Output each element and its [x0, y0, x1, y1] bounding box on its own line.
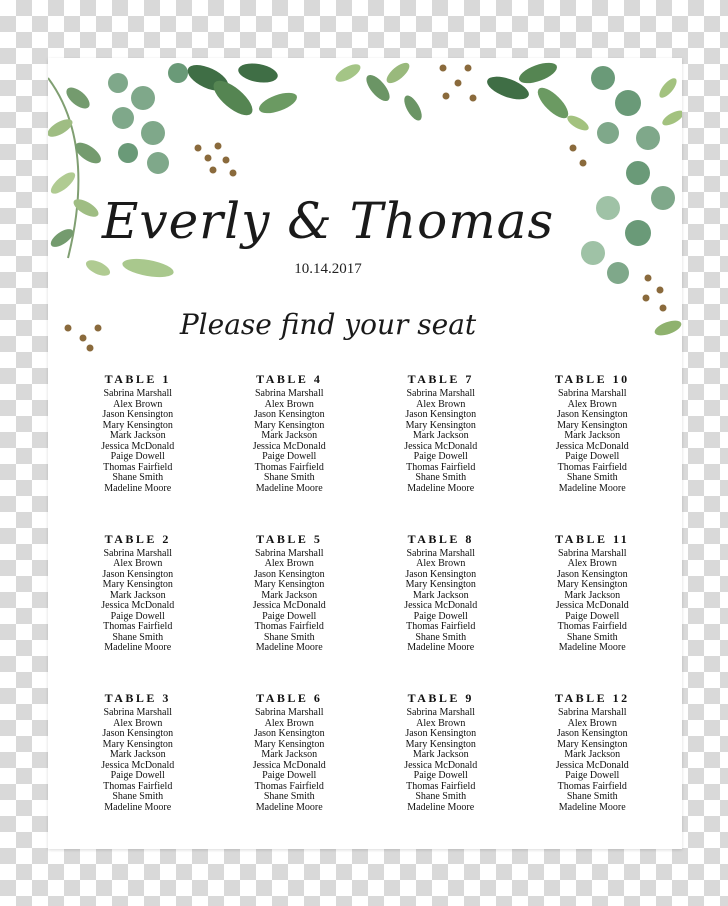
guest-name: Sabrina Marshall	[557, 388, 627, 399]
guest-name: Madeline Moore	[558, 482, 626, 494]
guest-name: Sabrina Marshall	[406, 388, 476, 399]
guest-name: Alex Brown	[113, 558, 163, 569]
table-block	[214, 691, 366, 849]
guest-name: Sabrina Marshall	[254, 547, 324, 559]
guest-name: Sabrina Marshall	[254, 388, 324, 399]
table-label: TABLE 5	[256, 531, 323, 546]
guest-name: Madeline Moore	[407, 482, 475, 494]
guest-name: Alex Brown	[113, 717, 163, 729]
guest-name: Thomas Fairfield	[557, 461, 627, 473]
guest-name: Mary Kensington	[102, 579, 173, 590]
guest-name: Mary Kensington	[557, 419, 628, 431]
guest-name: Paige Dowell	[110, 610, 165, 622]
guest-name: Madeline Moore	[558, 642, 626, 653]
guest-name: Shane Smith	[415, 791, 467, 802]
guest-name: Thomas Fairfield	[254, 780, 324, 792]
table-block	[214, 372, 366, 532]
guest-name: Paige Dowell	[413, 610, 468, 622]
guest-name: Sabrina Marshall	[103, 547, 173, 559]
guest-name: Mary Kensington	[102, 419, 173, 431]
guest-name: Alex Brown	[264, 558, 314, 569]
guest-name: Jason Kensington	[556, 568, 628, 580]
table-block	[62, 691, 214, 849]
guest-name: Mary Kensington	[557, 738, 628, 750]
guest-name: Thomas Fairfield	[254, 621, 324, 632]
guest-name: Mark Jackson	[564, 430, 621, 441]
table-block	[365, 372, 517, 532]
guest-name: Thomas Fairfield	[103, 461, 173, 473]
guest-name: Shane Smith	[415, 472, 467, 483]
guest-name: Mark Jackson	[412, 430, 469, 441]
guest-name: Madeline Moore	[407, 801, 475, 813]
table-label: TABLE 6	[256, 691, 323, 705]
table-label: TABLE 4	[256, 372, 323, 386]
guest-name: Madeline Moore	[558, 801, 626, 813]
guest-name: Jessica McDonald	[555, 440, 629, 452]
guest-name: Jessica McDonald	[101, 440, 175, 452]
guest-name: Madeline Moore	[255, 642, 323, 653]
couple-names-title: Everly & Thomas	[101, 192, 555, 250]
guest-name: Sabrina Marshall	[406, 707, 476, 718]
guest-name: Alex Brown	[567, 558, 617, 569]
guest-name: Shane Smith	[263, 472, 315, 483]
table-label: TABLE 3	[104, 691, 171, 705]
guest-name: Jessica McDonald	[555, 759, 629, 771]
guest-name: Alex Brown	[416, 398, 466, 410]
guest-name: Shane Smith	[112, 791, 164, 802]
table-block	[214, 532, 366, 692]
guest-name: Jessica McDonald	[404, 440, 478, 452]
guest-name: Shane Smith	[566, 791, 618, 802]
guest-name: Jason Kensington	[102, 728, 174, 739]
table-label: TABLE 10	[554, 372, 630, 386]
table-label: TABLE 7	[407, 372, 474, 386]
guest-name: Alex Brown	[264, 398, 314, 410]
guest-name: Mark Jackson	[261, 430, 318, 441]
guest-name: Thomas Fairfield	[254, 461, 324, 473]
table-label: TABLE 2	[104, 531, 171, 546]
guest-name: Thomas Fairfield	[103, 780, 173, 792]
guest-name: Paige Dowell	[413, 770, 468, 781]
guest-name: Thomas Fairfield	[406, 461, 476, 473]
table-label: TABLE 12	[554, 691, 630, 705]
guest-name: Jessica McDonald	[252, 759, 326, 771]
guest-name: Alex Brown	[113, 398, 163, 410]
seating-grid	[62, 372, 668, 849]
guest-name: Jessica McDonald	[404, 759, 478, 771]
guest-name: Thomas Fairfield	[103, 621, 173, 632]
guest-name: Paige Dowell	[110, 770, 165, 781]
guest-name: Paige Dowell	[262, 770, 317, 781]
guest-name: Jessica McDonald	[101, 600, 175, 611]
guest-name: Madeline Moore	[407, 642, 475, 653]
guest-name: Madeline Moore	[255, 482, 323, 494]
guest-name: Sabrina Marshall	[557, 707, 627, 718]
table-label: TABLE 8	[407, 531, 474, 546]
guest-name: Mary Kensington	[405, 419, 476, 431]
guest-name: Paige Dowell	[262, 610, 317, 622]
table-block	[517, 372, 669, 532]
guest-name: Paige Dowell	[413, 451, 468, 462]
guest-name: Mary Kensington	[254, 738, 325, 750]
guest-name: Jason Kensington	[102, 409, 174, 420]
guest-name: Jason Kensington	[405, 728, 477, 739]
guest-name: Mary Kensington	[102, 738, 173, 750]
guest-name: Mark Jackson	[261, 749, 318, 760]
table-label: TABLE 11	[555, 531, 630, 546]
guest-name: Alex Brown	[567, 717, 617, 729]
guest-name: Mark Jackson	[109, 749, 166, 760]
guest-name: Alex Brown	[567, 398, 617, 410]
guest-name: Mark Jackson	[564, 589, 621, 601]
guest-name: Thomas Fairfield	[406, 621, 476, 632]
guest-name: Jessica McDonald	[101, 759, 175, 771]
guest-name: Mary Kensington	[405, 738, 476, 750]
guest-name: Shane Smith	[415, 631, 467, 643]
guest-name: Shane Smith	[263, 791, 315, 802]
guest-name: Sabrina Marshall	[103, 707, 173, 718]
guest-name: Thomas Fairfield	[406, 780, 476, 792]
guest-name: Jason Kensington	[102, 568, 174, 580]
guest-name: Alex Brown	[264, 717, 314, 729]
guest-name: Sabrina Marshall	[254, 707, 324, 718]
guest-name: Mark Jackson	[261, 589, 318, 601]
table-block	[365, 691, 517, 849]
table-label: TABLE 1	[104, 372, 171, 386]
table-label: TABLE 9	[407, 691, 474, 705]
guest-name: Shane Smith	[112, 472, 164, 483]
guest-name: Mark Jackson	[564, 749, 621, 760]
guest-name: Mark Jackson	[109, 589, 166, 601]
guest-name: Mary Kensington	[254, 419, 325, 431]
guest-name: Madeline Moore	[255, 801, 323, 813]
guest-name: Paige Dowell	[565, 451, 620, 462]
guest-name: Mary Kensington	[557, 579, 628, 590]
guest-name: Mark Jackson	[109, 430, 166, 441]
guest-name: Paige Dowell	[262, 451, 317, 462]
guest-name: Sabrina Marshall	[557, 547, 627, 559]
guest-name: Paige Dowell	[565, 610, 620, 622]
guest-name: Mary Kensington	[254, 579, 325, 590]
guest-name: Jessica McDonald	[252, 600, 326, 611]
guest-name: Jessica McDonald	[555, 600, 629, 611]
table-block	[62, 532, 214, 692]
guest-name: Jason Kensington	[253, 409, 325, 420]
guest-name: Mark Jackson	[412, 749, 469, 760]
guest-name: Jessica McDonald	[252, 440, 326, 452]
guest-name: Jessica McDonald	[404, 600, 478, 611]
table-block	[365, 532, 517, 692]
guest-name: Alex Brown	[416, 558, 466, 569]
guest-name: Jason Kensington	[253, 568, 325, 580]
guest-name: Madeline Moore	[104, 801, 172, 813]
wedding-date: 10.14.2017	[294, 261, 362, 277]
guest-name: Alex Brown	[416, 717, 466, 729]
guest-name: Madeline Moore	[104, 482, 172, 494]
guest-name: Thomas Fairfield	[557, 780, 627, 792]
guest-name: Jason Kensington	[405, 409, 477, 420]
guest-name: Shane Smith	[566, 472, 618, 483]
guest-name: Jason Kensington	[556, 728, 628, 739]
table-block	[62, 372, 214, 532]
guest-name: Jason Kensington	[253, 728, 325, 739]
guest-name: Jason Kensington	[556, 409, 628, 420]
guest-name: Sabrina Marshall	[406, 547, 476, 559]
guest-name: Paige Dowell	[110, 451, 165, 462]
seat-instruction-heading: Please find your seat	[179, 308, 477, 341]
guest-name: Shane Smith	[112, 631, 164, 643]
guest-name: Sabrina Marshall	[103, 388, 173, 399]
guest-name: Paige Dowell	[565, 770, 620, 781]
guest-name: Shane Smith	[263, 631, 315, 643]
seating-chart-card	[48, 58, 682, 849]
guest-name: Mary Kensington	[405, 579, 476, 590]
guest-name: Jason Kensington	[405, 568, 477, 580]
guest-name: Shane Smith	[566, 631, 618, 643]
guest-name: Madeline Moore	[104, 642, 172, 653]
guest-name: Mark Jackson	[412, 589, 469, 601]
guest-name: Thomas Fairfield	[557, 621, 627, 632]
table-block	[517, 532, 669, 692]
table-block	[517, 691, 669, 849]
